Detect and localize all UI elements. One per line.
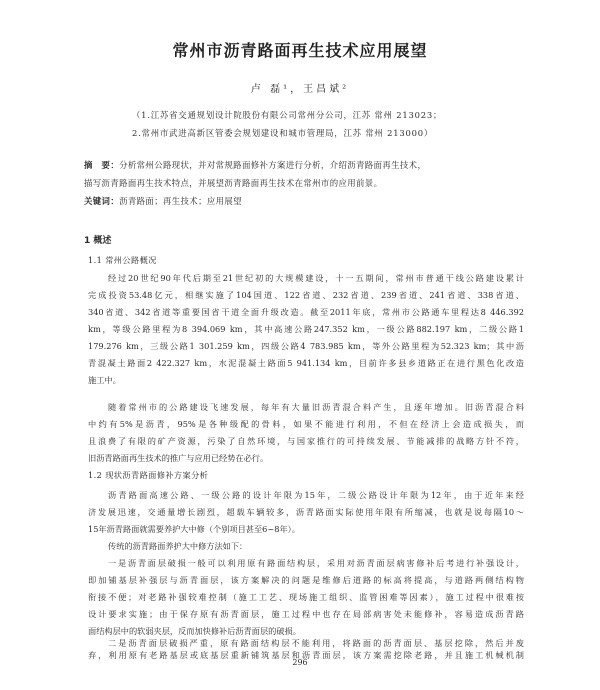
keywords xyxy=(84,195,534,207)
body-line: 施工中。 xyxy=(88,375,121,385)
body-line: km，等级公路里程为8 394.069 km，其中高速公路247.352 km，一级公路882.197 km，二级公路1 xyxy=(88,324,524,334)
paper-authors: 卢 磊¹，王昌斌² xyxy=(250,84,350,95)
keywords-label: 关键词： xyxy=(84,196,120,206)
subsection-heading: 1.2 现状沥青路面修补方案分析 xyxy=(88,470,209,480)
abstract xyxy=(84,159,534,171)
body-line: 面结构层中的软弱夹层，反而加快修补后沥青面层的破损。 xyxy=(88,626,301,636)
abstract-text: 描写沥青路面再生技术特点，并展望沥青路面再生技术在常州市的应用前景。 xyxy=(84,178,383,188)
body-line: 完成投资53.48亿元，相继实施了104国道、122省道、232省道、239省道、241省道、338省道、 xyxy=(88,290,524,300)
body-line: 15年沥青路面就需要养护大中修（个别项目甚至6~8年）。 xyxy=(88,524,300,534)
body-line: 传统的沥青路面养护大中修方法如下： xyxy=(108,541,248,551)
abstract-label: 摘 要： xyxy=(84,160,120,170)
body-line: 经过20世纪90年代后期至21世纪初的大规模建设，十一五期间，常州市普通干线公路建设累计 xyxy=(108,273,524,283)
body-line: 二是沥青面层破损严重，原有路面结构层不能利用，将路面的沥青面层、基层挖除，然后并废 xyxy=(108,638,524,648)
body-line: 且浪费了有限的矿产资源，污染了自然环境，与国家推行的可持续发展、节能减排的战略方针不符， xyxy=(88,436,524,446)
paper-title: 常州市沥青路面再生技术应用展望 xyxy=(172,41,428,60)
affiliation-line: （1.江苏省交通规划设计院股份有限公司常州分公司，江苏 常州 213023； xyxy=(132,110,443,120)
section-heading: 1 概述 xyxy=(84,236,112,246)
body-line: 340省道、342省道等重要国省干道全面升级改造。截至2011年底，常州市公路通车里程达8 446.392 xyxy=(88,307,524,317)
affiliation-line: 2.常州市武进高新区管委会规划建设和城市管理局，江苏 常州 213000） xyxy=(132,128,434,138)
body-line: 一是沥青面层破损一般可以利用原有路面结构层，采用对沥青面层病害修补后考进行补强设计， xyxy=(108,558,524,568)
page-number: 296 xyxy=(292,658,308,667)
body-line: 随着常州市的公路建设飞速发展，每年有大量旧沥青混合料产生，且逐年增加。旧沥青混合料 xyxy=(108,402,524,412)
body-line: 济发展迅速，交通量增长剧烈，超载车辆较多，沥青路面实际使用年限有所缩减，也就是说每隔10～ xyxy=(88,507,524,517)
abstract-text: 分析常州公路现状，并对常规路面修补方案进行分析，介绍沥青路面再生技术， xyxy=(119,160,427,170)
body-line: 弃，利用原有老路基层或底基层重新铺筑基层和沥青面层，该方案需挖除老路，并且施工机械机制 xyxy=(88,650,524,660)
body-line: 青混凝土路面2 422.327 km，水泥混凝土路面5 941.134 km，目前许多县乡道路正在进行黑色化改造 xyxy=(88,358,524,368)
body-line: 即加铺基层补强层与沥青面层，该方案解决的问题是维修后道路的标高将提高，与道路两侧结构物 xyxy=(88,575,524,585)
body-line: 设计要求实施；由于保存原有沥青面层，施工过程中也存在局部病害处未能修补，容易造成沥青路 xyxy=(88,609,524,619)
body-line: 沥青路面高速公路、一级公路的设计年限为15年，二级公路设计年限为12年，由于近年来经 xyxy=(108,490,524,500)
keywords-text: 沥青路面；再生技术；应用展望 xyxy=(119,196,242,206)
subsection-heading: 1.1 常州公路概况 xyxy=(88,255,157,265)
body-line: 179.276 km，三级公路1 301.259 km，四级公路4 783.985 km，等外公路里程为52.323 km；其中沥 xyxy=(88,341,524,351)
body-line: 中约有5%是沥青，95%是各种级配的骨料，如果不能进行利用，不但在经济上会造成损失，而 xyxy=(88,419,524,429)
body-line: 衔接不便；对老路补强较难控制（施工工艺、现场施工组织、监管困难等因素），施工过程中很难按 xyxy=(88,592,524,602)
body-line: 旧沥青路面再生技术的推广与应用已经势在必行。 xyxy=(88,453,269,463)
